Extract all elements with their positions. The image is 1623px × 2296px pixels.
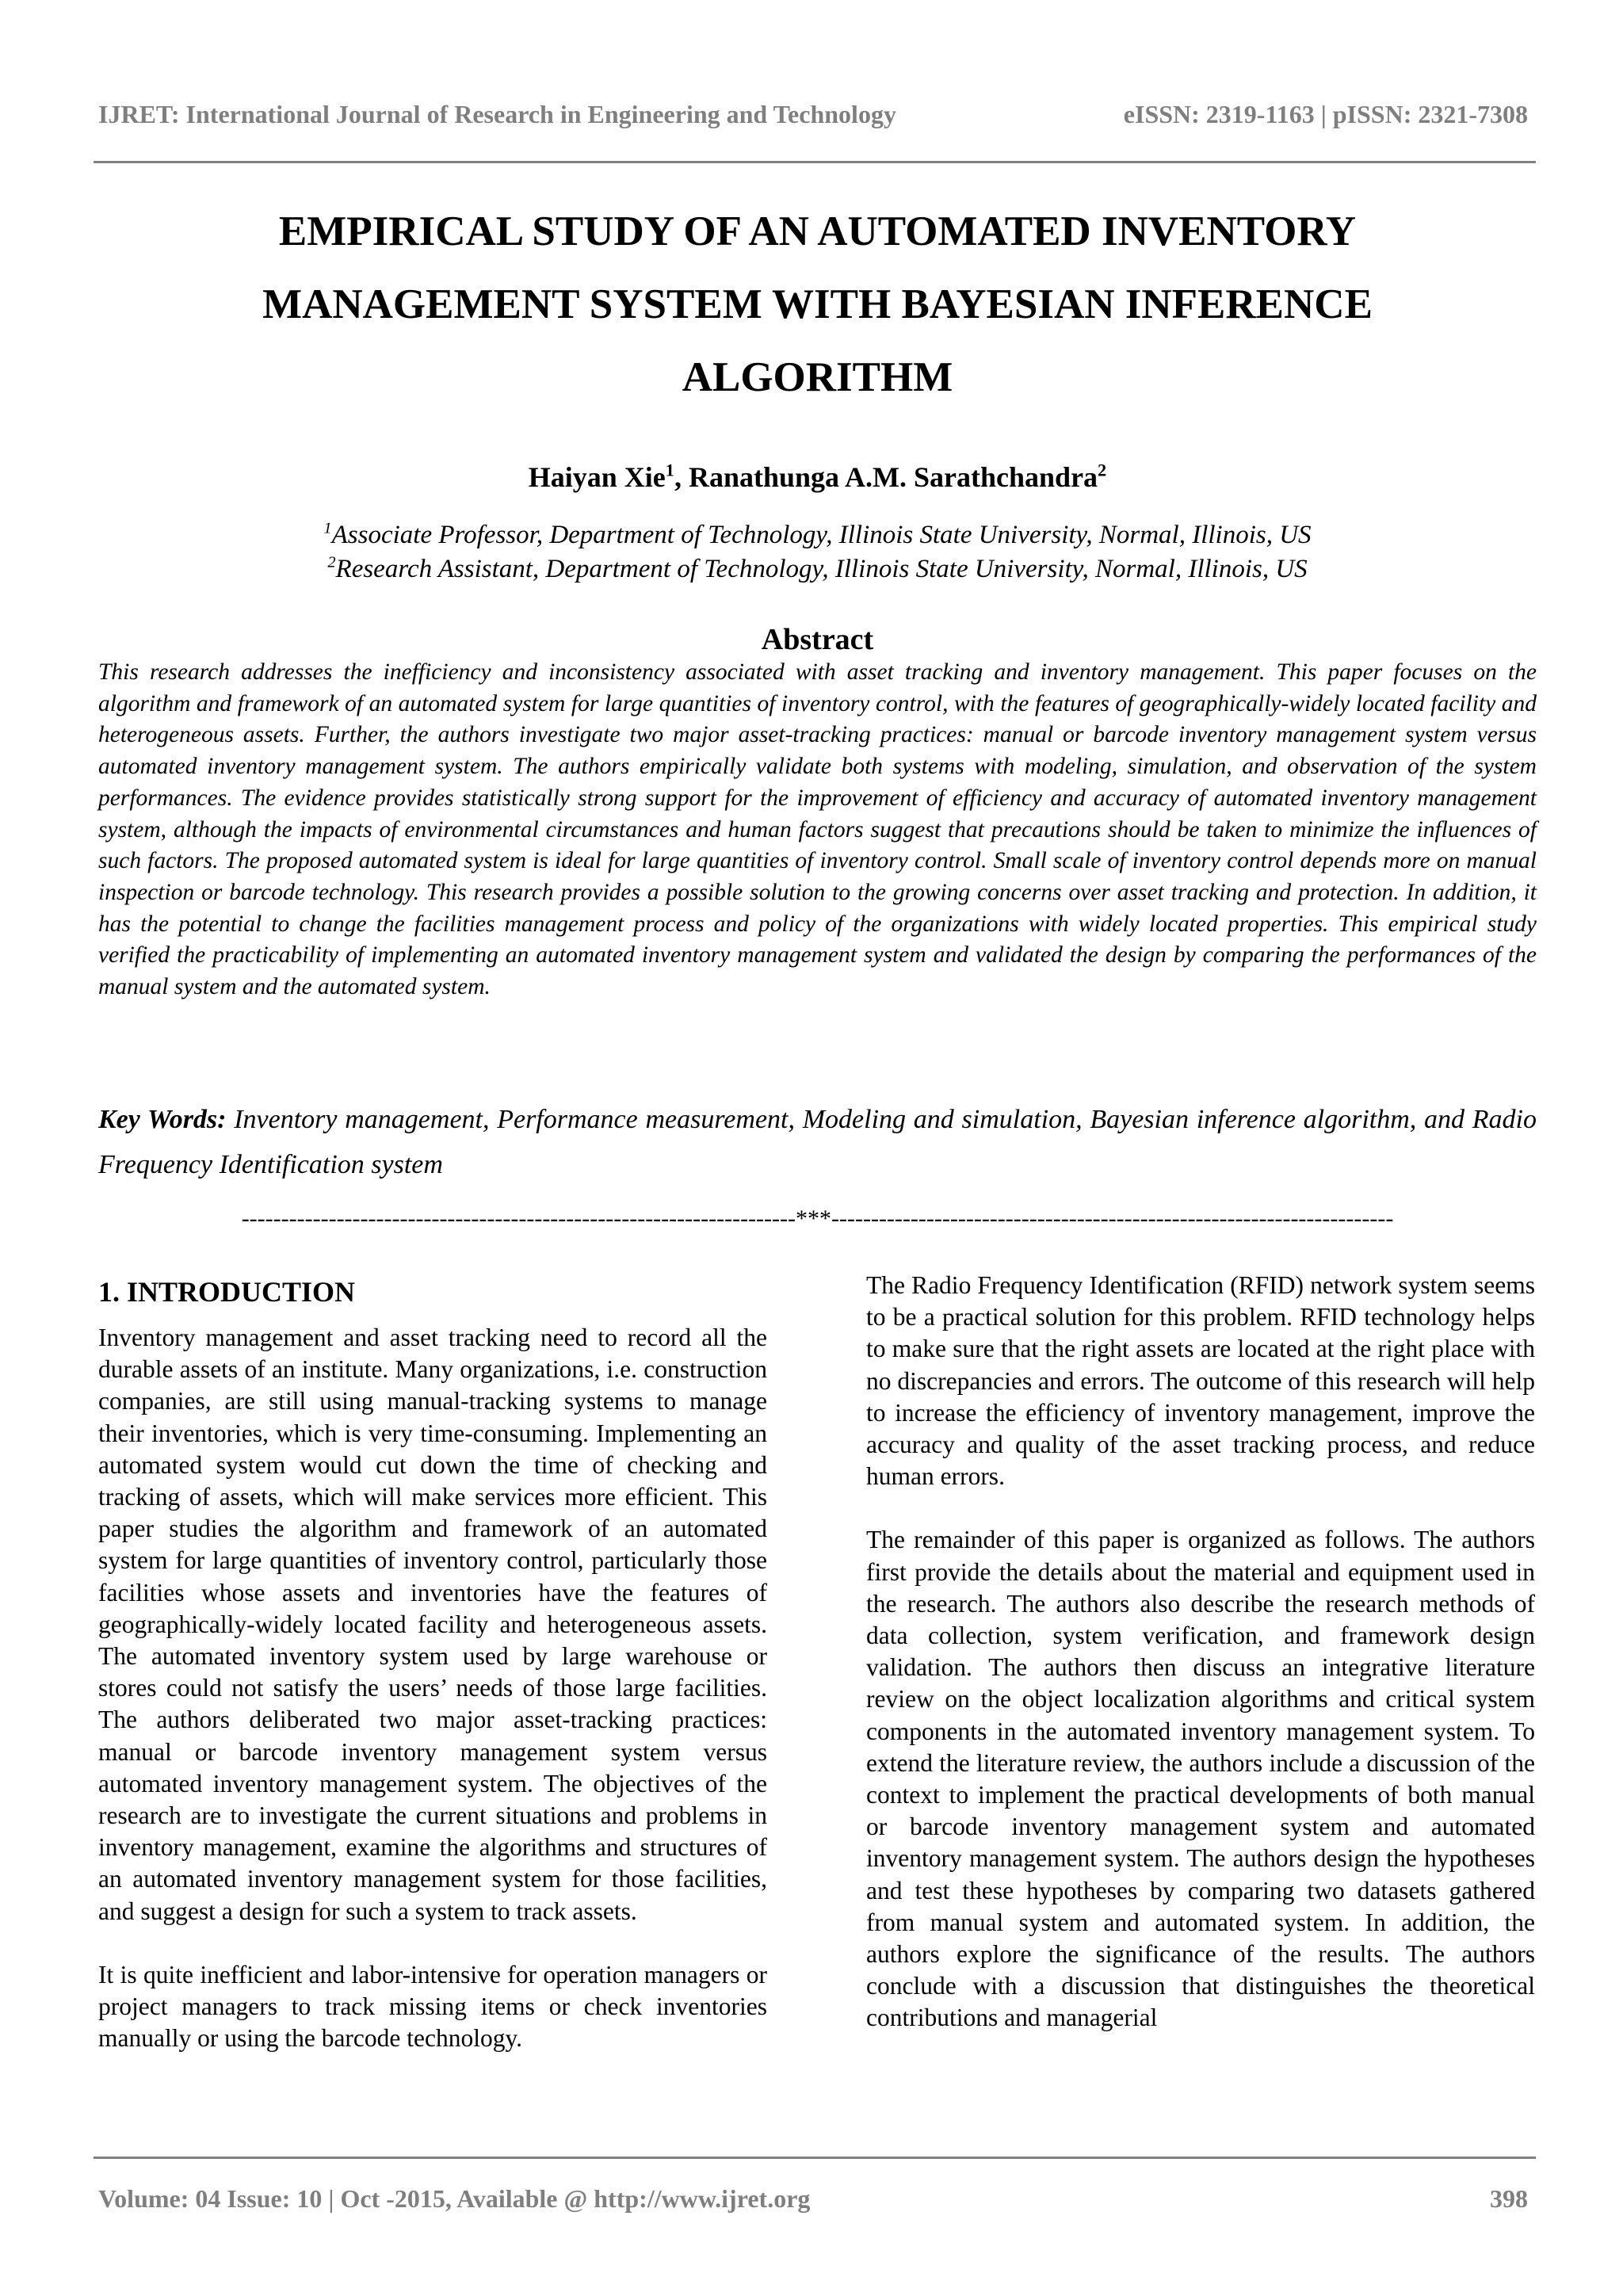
section-separator: ----------------------------------------------------------------------***-----------------------------------------------------------------------: [241, 1205, 1394, 1232]
affiliation-2: [98, 552, 1537, 586]
intro-paragraph-4: The remainder of this paper is organized as follows. The authors first provide the details about the material and equipment used in the research. The authors also describe the research methods of data collection, system verification, and framework design validation. The authors then discuss an integrative literature review on the object localization algorithms and critical system components in the automated inventory management system. To extend the literature review, the authors include a discussion of the context to implement the practical developments of both manual or barcode inventory management system and automated inventory management system. The authors design the hypotheses and test these hypotheses by comparing two datasets gathered from manual system and automated system. In addition, the authors explore the significance of the results. The authors conclude with a discussion that distinguishes the theoretical contributions and managerial: [866, 1526, 1535, 2032]
title-line-2: MANAGEMENT SYSTEM WITH BAYESIAN INFERENCE: [262, 281, 1373, 327]
keywords-text: Inventory management, Performance measurement, Modeling and simulation, Bayesian inference algorithm, and Radio Frequency Identification system: [98, 1105, 1537, 1179]
right-column: [866, 1270, 1535, 2034]
abstract-heading: Abstract: [761, 623, 874, 656]
affiliation-2-superscript: 2: [327, 553, 336, 571]
keywords: [98, 1097, 1537, 1187]
intro-paragraph-3: The Radio Frequency Identification (RFID) network system seems to be a practical solution for this problem. RFID technology helps to make sure that the right assets are located at the right place with no discrepancies and errors. The outcome of this research will help to increase the efficiency of inventory management, improve the accuracy and quality of the asset tracking process, and reduce human errors.: [866, 1271, 1535, 1491]
journal-name: IJRET: International Journal of Research in Engineering and Technology: [98, 100, 896, 128]
affiliation-1: [98, 518, 1537, 552]
author-separator: ,: [674, 461, 689, 493]
header-rule: [94, 161, 1536, 163]
keywords-label: Key Words:: [98, 1105, 227, 1134]
affiliation-1-text: Associate Professor, Department of Technology, Illinois State University, Normal, Illinois, US: [331, 521, 1312, 549]
section-heading-introduction: 1. INTRODUCTION: [98, 1276, 356, 1308]
intro-paragraph-1: Inventory management and asset tracking need to record all the durable assets of an institute. Many organizations, i.e. construction companies, are still using manual-tracking systems to manage their inventories, which is very time-consuming. Implementing an automated system would cut down the time of checking and tracking of assets, which will make services more efficient. This paper studies the algorithm and framework of an automated system for large quantities of inventory control, particularly those facilities whose assets and inventories have the features of geographically-widely located facility and heterogeneous assets. The automated inventory system used by large warehouse or stores could not satisfy the users’ needs of those large facilities. The authors deliberated two major asset-tracking practices: manual or barcode inventory management system versus automated inventory management system. The objectives of the research are to investigate the current situations and problems in inventory management, examine the algorithms and structures of an automated inventory management system for those facilities, and suggest a design for such a system to track assets.: [98, 1324, 767, 1925]
author-1-superscript: 1: [665, 460, 674, 480]
paper-title: [98, 195, 1537, 414]
abstract-text: This research addresses the inefficiency and inconsistency associated with asset tracking and inventory management. This paper focuses on the algorithm and framework of an automated system for large quantities of inventory control, with the features of geographically-widely located facility and heterogeneous assets. Further, the authors investigate two major asset-tracking practices: manual or barcode inventory management system versus automated inventory management system. The authors empirically validate both systems with modeling, simulation, and observation of the system performances. The evidence provides statistically strong support for the improvement of efficiency and accuracy of automated inventory management system, although the impacts of environmental circumstances and human factors suggest that precautions should be taken to minimize the influences of such factors. The proposed automated system is ideal for large quantities of inventory control. Small scale of inventory control depends more on manual inspection or barcode technology. This research provides a possible solution to the growing concerns over asset tracking and protection. In addition, it has the potential to change the facilities management process and policy of the organizations with widely located properties. This empirical study verified the practicability of implementing an automated inventory management system and validated the design by comparing the performances of the manual system and the automated system.: [98, 659, 1537, 1000]
title-line-1: EMPIRICAL STUDY OF AN AUTOMATED INVENTORY: [278, 208, 1357, 254]
author-2-superscript: 2: [1098, 460, 1107, 480]
author-1: Haiyan Xie: [528, 461, 666, 493]
issn-info: eISSN: 2319-1163 | pISSN: 2321-7308: [1123, 100, 1528, 128]
intro-paragraph-2: It is quite inefficient and labor-intensive for operation managers or project managers to track missing items or check inventories manually or using the barcode technology.: [98, 1960, 767, 2053]
author-list: [98, 458, 1537, 496]
volume-info: Volume: 04 Issue: 10 | Oct -2015, Available @ http://www.ijret.org: [98, 2184, 811, 2213]
footer-rule: [94, 2157, 1536, 2159]
left-column: [98, 1322, 767, 2054]
author-2: Ranathunga A.M. Sarathchandra: [688, 461, 1098, 493]
affiliation-1-superscript: 1: [323, 519, 332, 537]
affiliation-2-text: Research Assistant, Department of Technology, Illinois State University, Normal, Illinois, US: [335, 555, 1308, 583]
page-number: 398: [1490, 2184, 1528, 2213]
title-line-3: ALGORITHM: [682, 354, 953, 400]
